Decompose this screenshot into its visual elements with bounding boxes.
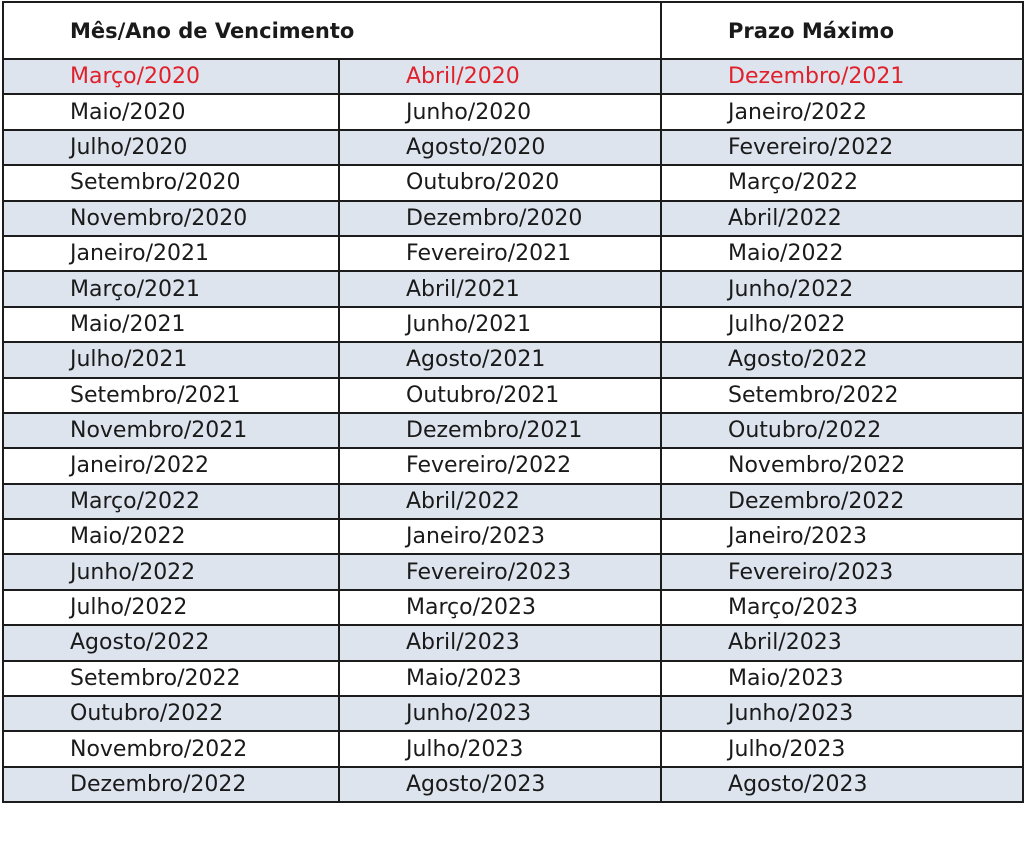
table-row: [3, 342, 1023, 377]
cell-due-month: Outubro/2022: [3, 696, 339, 731]
table-row: [3, 165, 1023, 200]
cell-max-deadline: Janeiro/2022: [661, 94, 1023, 129]
cell-next-month: Outubro/2020: [339, 165, 661, 200]
cell-due-month: Setembro/2022: [3, 661, 339, 696]
table-row: [3, 661, 1023, 696]
table-body: [3, 59, 1023, 802]
cell-next-month: Fevereiro/2022: [339, 448, 661, 483]
cell-due-month: Janeiro/2022: [3, 448, 339, 483]
cell-max-deadline: Agosto/2023: [661, 767, 1023, 802]
table-row: [3, 271, 1023, 306]
table-row: [3, 236, 1023, 271]
cell-next-month: Abril/2020: [339, 59, 661, 94]
table-row: [3, 696, 1023, 731]
header-row: [3, 2, 1023, 59]
cell-due-month: Julho/2021: [3, 342, 339, 377]
cell-next-month: Abril/2021: [339, 271, 661, 306]
cell-due-month: Maio/2022: [3, 519, 339, 554]
cell-next-month: Agosto/2021: [339, 342, 661, 377]
cell-next-month: Julho/2023: [339, 731, 661, 766]
cell-next-month: Junho/2020: [339, 94, 661, 129]
table-row: [3, 307, 1023, 342]
cell-max-deadline: Junho/2022: [661, 271, 1023, 306]
cell-next-month: Março/2023: [339, 590, 661, 625]
table-row: [3, 130, 1023, 165]
table-row: [3, 625, 1023, 660]
cell-max-deadline: Maio/2023: [661, 661, 1023, 696]
header-due-month-year: Mês/Ano de Vencimento: [3, 2, 661, 59]
cell-max-deadline: Agosto/2022: [661, 342, 1023, 377]
cell-next-month: Junho/2023: [339, 696, 661, 731]
cell-next-month: Abril/2023: [339, 625, 661, 660]
cell-max-deadline: Março/2023: [661, 590, 1023, 625]
cell-max-deadline: Fevereiro/2023: [661, 554, 1023, 589]
due-date-table: [2, 1, 1024, 803]
table-row: [3, 484, 1023, 519]
cell-next-month: Abril/2022: [339, 484, 661, 519]
table-row: [3, 731, 1023, 766]
cell-due-month: Março/2020: [3, 59, 339, 94]
cell-next-month: Dezembro/2020: [339, 201, 661, 236]
cell-max-deadline: Abril/2023: [661, 625, 1023, 660]
table-row: [3, 590, 1023, 625]
cell-due-month: Maio/2020: [3, 94, 339, 129]
cell-due-month: Junho/2022: [3, 554, 339, 589]
header-max-deadline: Prazo Máximo: [661, 2, 1023, 59]
cell-max-deadline: Julho/2023: [661, 731, 1023, 766]
cell-next-month: Junho/2021: [339, 307, 661, 342]
cell-max-deadline: Fevereiro/2022: [661, 130, 1023, 165]
cell-due-month: Novembro/2021: [3, 413, 339, 448]
cell-next-month: Fevereiro/2021: [339, 236, 661, 271]
cell-due-month: Março/2021: [3, 271, 339, 306]
cell-max-deadline: Maio/2022: [661, 236, 1023, 271]
table-row: [3, 94, 1023, 129]
cell-due-month: Julho/2020: [3, 130, 339, 165]
cell-due-month: Agosto/2022: [3, 625, 339, 660]
cell-next-month: Fevereiro/2023: [339, 554, 661, 589]
table-row: [3, 413, 1023, 448]
cell-max-deadline: Junho/2023: [661, 696, 1023, 731]
table-row: [3, 554, 1023, 589]
table-header: [3, 2, 1023, 59]
cell-due-month: Setembro/2020: [3, 165, 339, 200]
cell-due-month: Janeiro/2021: [3, 236, 339, 271]
cell-due-month: Maio/2021: [3, 307, 339, 342]
cell-due-month: Dezembro/2022: [3, 767, 339, 802]
cell-next-month: Agosto/2020: [339, 130, 661, 165]
cell-max-deadline: Julho/2022: [661, 307, 1023, 342]
cell-due-month: Novembro/2022: [3, 731, 339, 766]
cell-next-month: Janeiro/2023: [339, 519, 661, 554]
cell-max-deadline: Janeiro/2023: [661, 519, 1023, 554]
table-row: [3, 448, 1023, 483]
cell-max-deadline: Setembro/2022: [661, 378, 1023, 413]
cell-next-month: Dezembro/2021: [339, 413, 661, 448]
cell-max-deadline: Dezembro/2021: [661, 59, 1023, 94]
cell-max-deadline: Novembro/2022: [661, 448, 1023, 483]
table-row: [3, 519, 1023, 554]
cell-max-deadline: Dezembro/2022: [661, 484, 1023, 519]
cell-due-month: Setembro/2021: [3, 378, 339, 413]
cell-next-month: Maio/2023: [339, 661, 661, 696]
table-row: [3, 201, 1023, 236]
cell-due-month: Novembro/2020: [3, 201, 339, 236]
cell-due-month: Março/2022: [3, 484, 339, 519]
cell-next-month: Agosto/2023: [339, 767, 661, 802]
cell-due-month: Julho/2022: [3, 590, 339, 625]
table-row: [3, 59, 1023, 94]
cell-next-month: Outubro/2021: [339, 378, 661, 413]
table-row: [3, 378, 1023, 413]
cell-max-deadline: Abril/2022: [661, 201, 1023, 236]
table-row: [3, 767, 1023, 802]
cell-max-deadline: Março/2022: [661, 165, 1023, 200]
cell-max-deadline: Outubro/2022: [661, 413, 1023, 448]
